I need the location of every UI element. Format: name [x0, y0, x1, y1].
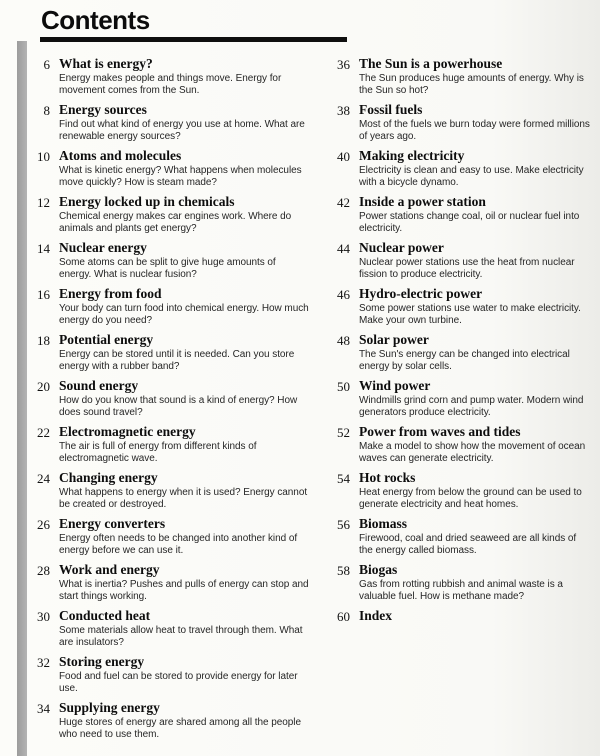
entry-page-number: 58	[337, 563, 350, 578]
toc-entry	[20, 562, 320, 603]
entry-title: Energy sources	[59, 102, 147, 117]
entry-description: Chemical energy makes car engines work. Where do animals and plants get energy?	[59, 211, 292, 234]
toc-entry	[320, 332, 592, 373]
entry-description: Huge stores of energy are shared among all the people who need to use them.	[59, 717, 301, 740]
entry-description: Electricity is clean and easy to use. Make electricity with a bicycle dynamo.	[359, 165, 584, 188]
entry-title: Biomass	[359, 516, 408, 531]
entry-title: Hot rocks	[359, 470, 416, 485]
entry-title: Nuclear power	[359, 240, 444, 255]
toc-entry	[320, 470, 592, 511]
toc-entry	[320, 240, 592, 281]
entry-page-number: 48	[337, 333, 350, 348]
toc-entry	[320, 424, 592, 465]
entry-title: Inside a power station	[359, 194, 486, 209]
entry-title: Energy converters	[59, 516, 166, 531]
entry-description: Gas from rotting rubbish and animal waste is a valuable fuel. How is methane made?	[359, 579, 563, 602]
entry-title: Changing energy	[59, 470, 158, 485]
entry-description: Heat energy from below the ground can be used to generate electricity and heat homes.	[359, 487, 582, 510]
entry-description: How do you know that sound is a kind of energy? How does sound travel?	[59, 395, 298, 418]
entry-title: Work and energy	[59, 562, 160, 577]
entry-description: What happens to energy when it is used? Energy cannot be created or destroyed.	[59, 487, 308, 510]
entry-page-number: 20	[37, 379, 50, 394]
entry-page-number: 42	[337, 195, 350, 210]
entry-page-number: 8	[43, 103, 50, 118]
toc-entry	[320, 56, 592, 97]
entry-description: What is kinetic energy? What happens when molecules move quickly? How is steam made?	[59, 165, 302, 188]
entry-page-number: 28	[37, 563, 50, 578]
entry-title: Conducted heat	[59, 608, 151, 623]
entry-page-number: 36	[337, 57, 350, 72]
entry-page-number: 14	[37, 241, 50, 256]
toc-entry	[20, 470, 320, 511]
entry-page-number: 38	[337, 103, 350, 118]
entry-title: Power from waves and tides	[359, 424, 521, 439]
entry-description: Make a model to show how the movement of ocean waves can generate electricity.	[359, 441, 586, 464]
toc-entry	[320, 148, 592, 189]
toc-entry	[320, 562, 592, 603]
entry-page-number: 12	[37, 195, 50, 210]
entry-description: Energy often needs to be changed into another kind of energy before we can use it.	[59, 533, 298, 556]
entry-title: Supplying energy	[59, 700, 160, 715]
entry-page-number: 32	[37, 655, 50, 670]
entry-description: What is inertia? Pushes and pulls of energy can stop and start things working.	[59, 579, 309, 602]
entry-page-number: 46	[337, 287, 350, 302]
entry-description: Find out what kind of energy you use at home. What are renewable energy sources?	[59, 119, 305, 142]
entry-description: Some materials allow heat to travel through them. What are insulators?	[59, 625, 303, 648]
entry-page-number: 22	[37, 425, 50, 440]
entry-title: What is energy?	[59, 56, 153, 71]
entry-title: Atoms and molecules	[59, 148, 182, 163]
entry-page-number: 6	[43, 57, 50, 72]
entry-title: Biogas	[359, 562, 398, 577]
entry-page-number: 26	[37, 517, 50, 532]
entry-description: Firewood, coal and dried seaweed are all kinds of the energy called biomass.	[359, 533, 577, 556]
entry-page-number: 40	[337, 149, 350, 164]
entry-description: Most of the fuels we burn today were formed millions of years ago.	[359, 119, 590, 142]
page-title: Contents	[41, 5, 150, 35]
entry-title: Wind power	[359, 378, 431, 393]
entry-description: Power stations change coal, oil or nuclear fuel into electricity.	[359, 211, 580, 234]
entry-page-number: 34	[37, 701, 50, 716]
entry-description: Some power stations use water to make electricity. Make your own turbine.	[359, 303, 581, 326]
entry-page-number: 60	[337, 609, 350, 624]
toc-entry	[20, 424, 320, 465]
toc-column-left	[20, 56, 320, 746]
entry-description: Your body can turn food into chemical energy. How much energy do you need?	[59, 303, 309, 326]
entry-title: Potential energy	[59, 332, 154, 347]
entry-page-number: 54	[337, 471, 350, 486]
toc-entry	[20, 608, 320, 649]
entry-description: The air is full of energy from different kinds of electromagnetic wave.	[59, 441, 257, 464]
entry-title: The Sun is a powerhouse	[359, 56, 503, 71]
entry-title: Making electricity	[359, 148, 465, 163]
toc-entry	[20, 286, 320, 327]
entry-title: Fossil fuels	[359, 102, 423, 117]
toc-entry	[20, 700, 320, 741]
toc-entry	[20, 332, 320, 373]
entry-description: Food and fuel can be stored to provide energy for later use.	[59, 671, 298, 694]
toc-entry	[320, 102, 592, 143]
entry-description: The Sun's energy can be changed into electrical energy by solar cells.	[359, 349, 570, 372]
entry-page-number: 30	[37, 609, 50, 624]
entry-title: Nuclear energy	[59, 240, 147, 255]
entry-title: Energy from food	[59, 286, 162, 301]
toc-entry	[20, 378, 320, 419]
entry-page-number: 52	[337, 425, 350, 440]
toc-entry	[20, 194, 320, 235]
entry-page-number: 50	[337, 379, 350, 394]
toc-entry	[320, 378, 592, 419]
entry-title: Electromagnetic energy	[59, 424, 196, 439]
entry-page-number: 10	[37, 149, 50, 164]
toc-entry	[320, 286, 592, 327]
entry-page-number: 56	[337, 517, 350, 532]
toc-entry	[20, 148, 320, 189]
toc-columns	[20, 56, 592, 746]
entry-page-number: 44	[337, 241, 350, 256]
entry-description: The Sun produces huge amounts of energy. Why is the Sun so hot?	[359, 73, 584, 96]
entry-page-number: 16	[37, 287, 50, 302]
entry-description: Windmills grind corn and pump water. Modern wind generators produce electricity.	[359, 395, 584, 418]
entry-page-number: 24	[37, 471, 50, 486]
toc-column-right	[320, 56, 592, 746]
toc-entry	[20, 56, 320, 97]
toc-entry	[320, 608, 592, 625]
entry-title: Sound energy	[59, 378, 139, 393]
entry-title: Energy locked up in chemicals	[59, 194, 235, 209]
entry-description: Nuclear power stations use the heat from nuclear fission to produce electricity.	[359, 257, 575, 280]
toc-entry	[320, 194, 592, 235]
entry-page-number: 18	[37, 333, 50, 348]
toc-entry	[320, 516, 592, 557]
entry-title: Storing energy	[59, 654, 145, 669]
entry-description: Some atoms can be split to give huge amounts of energy. What is nuclear fusion?	[59, 257, 276, 280]
entry-description: Energy can be stored until it is needed. Can you store energy with a rubber band?	[59, 349, 295, 372]
toc-entry	[20, 102, 320, 143]
toc-entry	[20, 240, 320, 281]
toc-entry	[20, 654, 320, 695]
entry-title: Index	[359, 608, 393, 623]
toc-entry	[20, 516, 320, 557]
title-rule	[40, 37, 347, 42]
entry-title: Solar power	[359, 332, 429, 347]
entry-description: Energy makes people and things move. Energy for movement comes from the Sun.	[59, 73, 282, 96]
entry-title: Hydro-electric power	[359, 286, 483, 301]
